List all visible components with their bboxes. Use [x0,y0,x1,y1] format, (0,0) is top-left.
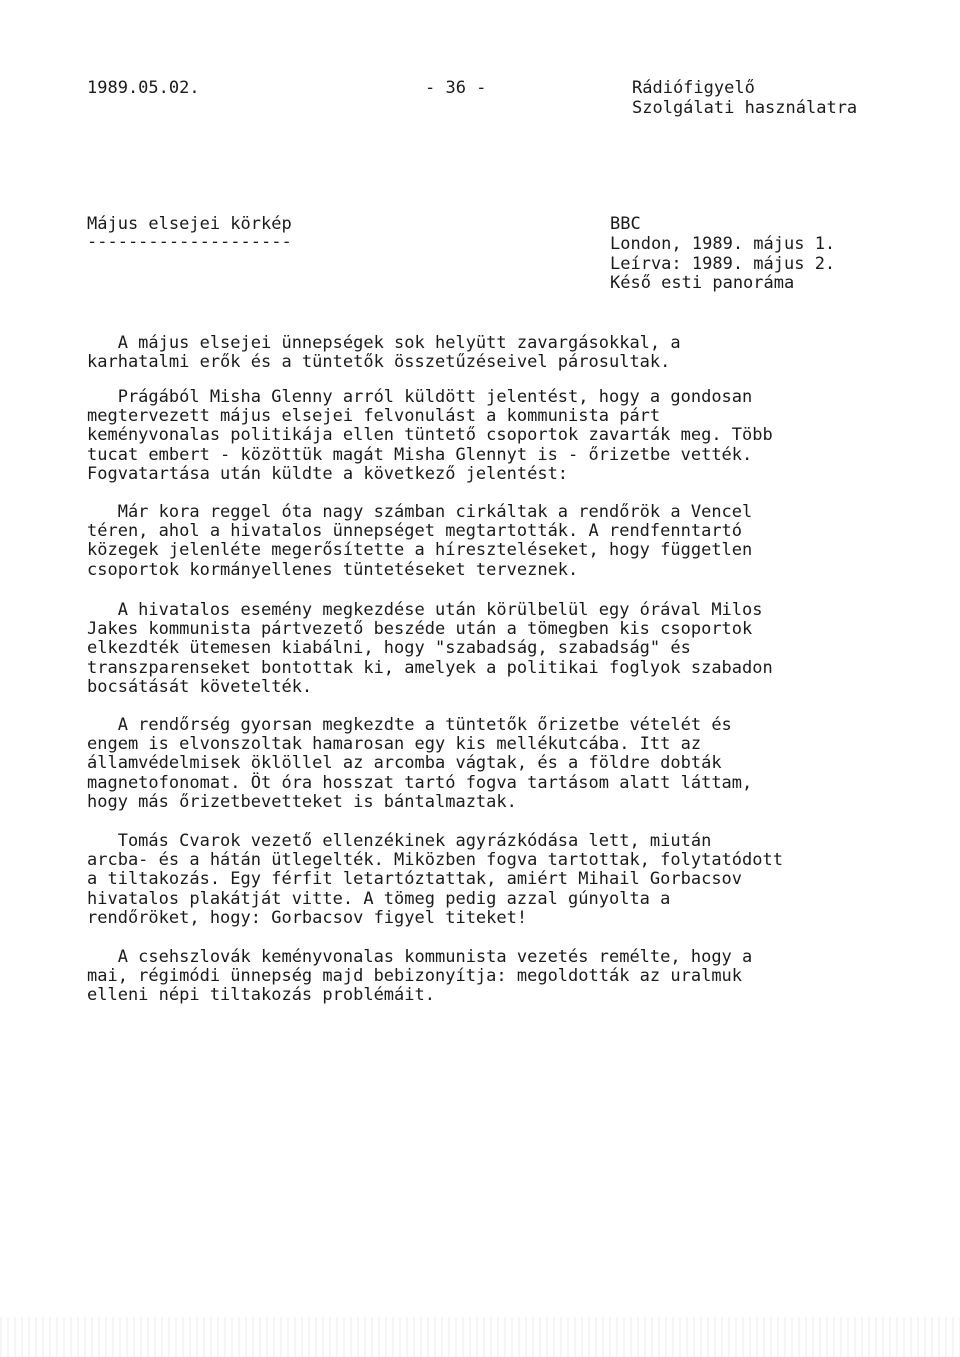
source-transcribed: Leírva: 1989. május 2. [610,254,836,274]
paragraph-line: hivatalos plakátját vitte. A tömeg pedig azzal gúnyolta a [87,888,671,909]
paragraph-line: téren, ahol a hivatalos ünnepséget megtartották. A rendfenntartó [87,521,743,542]
paragraph-line: karhatalmi erők és a tüntetők összetűzéseivel párosultak. [87,352,671,373]
paragraph-line: rendőröket, hogy: Gorbacsov figyel titeket! [87,907,528,928]
paragraph [87,832,887,928]
paragraph-line: A május elsejei ünnepségek sok helyütt zavargásokkal, a [87,333,681,353]
paragraph-line: csoportok kormányellenes tüntetéseket terveznek. [87,559,579,580]
paragraph-line: magnetofonomat. Öt óra hosszat tartó fogva tartásom alatt láttam, [87,772,753,793]
paragraph-line: közegek jelenléte megerősítette a híreszteléseket, hogy független [87,540,753,561]
paragraph-line: hogy más őrizetbevetteket is bántalmaztak. [87,791,517,812]
paragraph-line: államvédelmisek öklöllel az arcomba vágtak, és a földre dobták [87,753,722,774]
paragraph [87,948,887,1006]
header-publisher: Rádiófigyelő [632,78,755,98]
paragraph-line: bocsátását követelték. [87,676,313,697]
paragraph-line: transzparenseket bontottak ki, amelyek a politikai foglyok szabadon [87,657,773,678]
paragraph [87,503,887,580]
paragraph-line: A rendőrség gyorsan megkezdte a tüntetők őrizetbe vételét és [87,715,732,735]
title-underline: -------------------- [87,232,292,252]
scan-noise [0,1317,960,1357]
paragraph-line: Már kora reggel óta nagy számban cirkáltak a rendőrök a Vencel [87,502,753,522]
paragraph-line: engem is elvonszoltak hamarosan egy kis mellékutcába. Itt az [87,734,702,755]
paragraph [87,716,887,812]
paragraph-line: A hivatalos esemény megkezdése után körülbelül egy órával Milos [87,600,763,620]
paragraph-line: a tiltakozás. Egy férfit letartóztattak, amiért Mihail Gorbacsov [87,869,743,890]
paragraph-line: Tomás Cvarok vezető ellenzékinek agyrázkódása lett, miután [87,831,712,851]
source-program: Késő esti panoráma [610,273,795,293]
paragraph [87,388,887,484]
paragraph [87,334,887,372]
article-title: Május elsejei körkép [87,214,292,234]
paragraph-line: megtervezett május elsejei felvonulást a kommunista párt [87,406,661,427]
paragraph [87,601,887,697]
paragraph-line: tucat embert - közöttük magát Misha Glennyt is - őrizetbe vették. [87,444,753,465]
source-date: London, 1989. május 1. [610,234,836,254]
paragraph-line: elkezdték ütemesen kiabálni, hogy "szabadság, szabadság" és [87,638,691,659]
paragraph-line: elleni népi tiltakozás problémáit. [87,985,435,1006]
page-number: - 36 - [425,78,487,98]
header-classification: Szolgálati használatra [632,98,858,118]
paragraph-line: Jakes kommunista pártvezető beszéde után a tömegben kis csoportok [87,619,753,640]
paragraph-line: arcba- és a hátán ütlegelték. Miközben fogva tartottak, folytatódott [87,850,783,871]
paragraph-line: Fogvatartása után küldte a következő jelentést: [87,463,569,484]
paragraph-line: mai, régimódi ünnepség majd bebizonyítja: megoldották az uralmuk [87,966,743,987]
header-date: 1989.05.02. [87,78,200,98]
paragraph-line: A csehszlovák keményvonalas kommunista vezetés remélte, hogy a [87,947,753,967]
paragraph-line: Prágából Misha Glenny arról küldött jelentést, hogy a gondosan [87,387,753,407]
source-station: BBC [610,214,641,234]
paragraph-line: keményvonalas politikája ellen tüntető csoportok zavarták meg. Több [87,425,773,446]
